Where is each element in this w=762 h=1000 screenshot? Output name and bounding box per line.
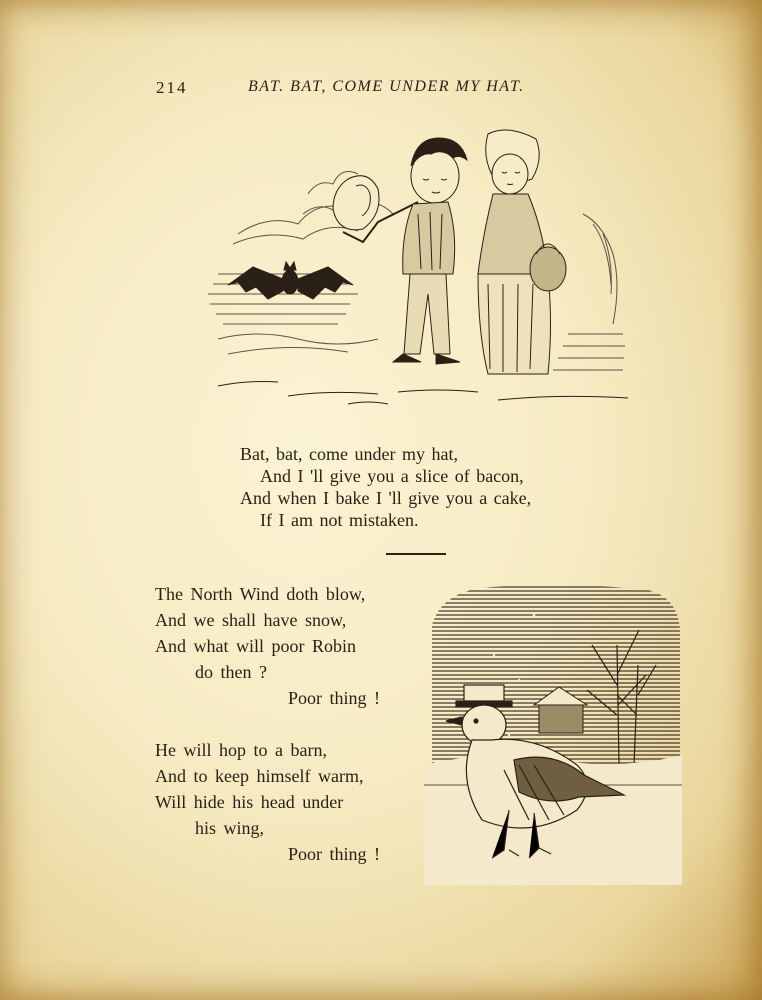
section-divider xyxy=(386,553,446,555)
poem-line: do then ? xyxy=(195,662,267,682)
page-header xyxy=(0,78,762,102)
poem-line: And we shall have snow, xyxy=(155,610,347,630)
poem-line: He will hop to a barn, xyxy=(155,740,327,760)
stanza-gap xyxy=(155,711,410,737)
poem-line: his wing, xyxy=(195,818,265,838)
poem-line: Will hide his head under xyxy=(155,792,344,812)
poem-north-wind xyxy=(155,581,410,867)
boy-girl-bat-illustration xyxy=(198,124,634,414)
page-number: 214 xyxy=(156,78,188,97)
girl-figure xyxy=(478,130,566,374)
poem-line: And when I bake I 'll give you a cake, xyxy=(240,488,532,508)
running-head: BAT. BAT, COME UNDER MY HAT. xyxy=(248,78,525,95)
poem-refrain: Poor thing ! xyxy=(288,688,381,708)
ground-lines xyxy=(218,382,628,405)
poem-line: The North Wind doth blow, xyxy=(155,584,366,604)
bat-figure xyxy=(228,262,353,299)
poem-line: And what will poor Robin xyxy=(155,636,356,656)
poem-line: And I 'll give you a slice of bacon, xyxy=(260,466,524,486)
poem-bat-bat xyxy=(240,443,531,531)
poem-line: Bat, bat, come under my hat, xyxy=(240,444,458,464)
poem-line: If I am not mistaken. xyxy=(260,510,419,530)
poem-line: And to keep himself warm, xyxy=(155,766,364,786)
poem-refrain: Poor thing ! xyxy=(288,844,381,864)
robin-snow-illustration xyxy=(424,585,682,890)
